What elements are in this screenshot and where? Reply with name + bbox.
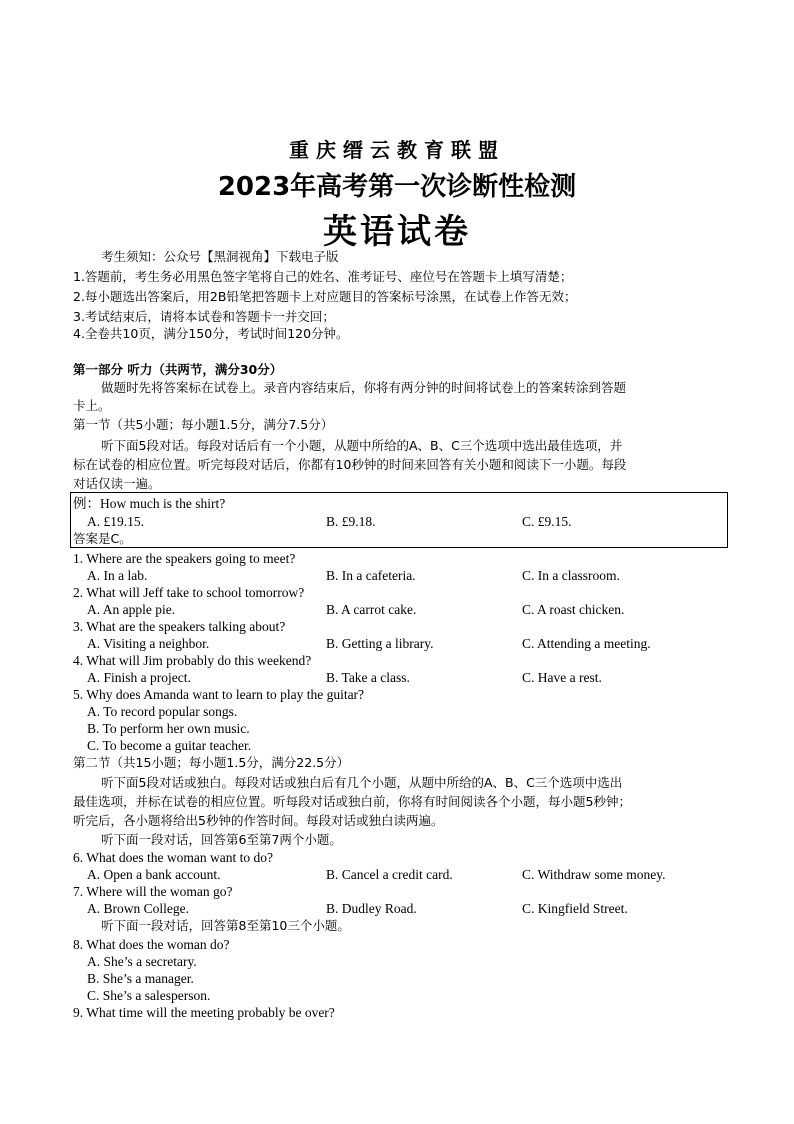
question-8: 8. What does the woman do? [73,937,230,952]
question-6: 6. What does the woman want to do? [73,850,273,865]
org-title: 重庆缙云教育联盟 [289,138,505,162]
q1-option-c: C. In a classroom. [522,568,620,583]
q5-option-b: B. To perform her own music. [87,721,250,736]
q7-option-c: C. Kingfield Street. [522,901,628,916]
lead-questions-6-7: 听下面一段对话，回答第6至第7两个小题。 [101,832,342,847]
q1-option-b: B. In a cafeteria. [326,568,416,583]
notice-item-3: 3.考试结束后，请将本试卷和答题卡一并交回； [73,309,335,324]
q8-option-a: A. She’s a secretary. [87,954,197,969]
example-answer: 答案是C。 [73,531,132,546]
q6-option-a: A. Open a bank account. [87,867,221,882]
part1-intro-line1: 做题时先将答案标在试卷上。录音内容结束后，你将有两分钟的时间将试卷上的答案转涂到答题 [101,380,627,395]
example-option-a: A. £19.15. [87,514,144,529]
q2-option-a: A. An apple pie. [87,602,176,617]
q4-option-b: B. Take a class. [326,670,410,685]
question-1: 1. Where are the speakers going to meet? [73,551,296,566]
section1-title: 第一节（共5小题；每小题1.5分，满分7.5分） [73,417,334,432]
notice-item-1: 1.答题前，考生务必用黑色签字笔将自己的姓名、准考证号、座位号在答题卡上填写清楚； [73,269,573,284]
q3-option-c: C. Attending a meeting. [522,636,651,651]
example-option-c: C. £9.15. [522,514,572,529]
example-question: 例：How much is the shirt? [73,496,226,511]
q8-option-b: B. She’s a manager. [87,971,194,986]
section1-intro-line1: 听下面5段对话。每段对话后有一个小题，从题中所给的A、B、C三个选项中选出最佳选项，并 [101,438,623,453]
exam-title: 2023年高考第一次诊断性检测 [217,172,577,202]
q6-option-c: C. Withdraw some money. [522,867,666,882]
notice-item-2: 2.每小题选出答案后，用2B铅笔把答题卡上对应题目的答案标号涂黑，在试卷上作答无效； [73,289,577,304]
question-2: 2. What will Jeff take to school tomorrow? [73,585,305,600]
q5-option-a: A. To record popular songs. [87,704,238,719]
example-option-b: B. £9.18. [326,514,376,529]
q2-option-c: C. A roast chicken. [522,602,625,617]
q4-option-c: C. Have a rest. [522,670,602,685]
section1-intro-line2: 标在试卷的相应位置。听完每段对话后，你都有10秒钟的时间来回答有关小题和阅读下一小题。每段 [73,457,627,472]
q4-option-a: A. Finish a project. [87,670,191,685]
part1-title: 第一部分 听力（共两节，满分30分） [73,362,283,377]
q1-option-a: A. In a lab. [87,568,148,583]
section2-intro-line3: 听完后，各小题将给出5秒钟的作答时间。每段对话或独白读两遍。 [73,813,444,828]
part1-intro-line2: 卡上。 [73,398,111,413]
q3-option-b: B. Getting a library. [326,636,434,651]
q6-option-b: B. Cancel a credit card. [326,867,453,882]
section2-intro-line2: 最佳选项，并标在试卷的相应位置。听每段对话或独白前，你将有时间阅读各个小题，每小题5秒钟； [73,794,631,809]
q7-option-a: A. Brown College. [87,901,189,916]
q8-option-c: C. She’s a salesperson. [87,988,211,1003]
section2-title: 第二节（共15小题；每小题1.5分，满分22.5分） [73,755,350,770]
q5-option-c: C. To become a guitar teacher. [87,738,252,753]
subject-title: 英语试卷 [323,212,471,252]
notice-item-4: 4.全卷共10页，满分150分，考试时间120分钟。 [73,326,349,341]
section2-intro-line1: 听下面5段对话或独白。每段对话或独白后有几个小题，从题中所给的A、B、C三个选项中选出 [101,775,623,790]
section1-intro-line3: 对话仅读一遍。 [73,476,161,491]
question-9: 9. What time will the meeting probably be over? [73,1005,335,1020]
q7-option-b: B. Dudley Road. [326,901,417,916]
question-5: 5. Why does Amanda want to learn to play the guitar? [73,687,365,702]
question-3: 3. What are the speakers talking about? [73,619,286,634]
lead-questions-8-10: 听下面一段对话，回答第8至第10三个小题。 [101,918,350,933]
question-4: 4. What will Jim probably do this weekend? [73,653,312,668]
question-7: 7. Where will the woman go? [73,884,233,899]
q2-option-b: B. A carrot cake. [326,602,417,617]
q3-option-a: A. Visiting a neighbor. [87,636,210,651]
notice-title: 考生须知：公众号【黑洞视角】下载电子版 [101,249,339,264]
